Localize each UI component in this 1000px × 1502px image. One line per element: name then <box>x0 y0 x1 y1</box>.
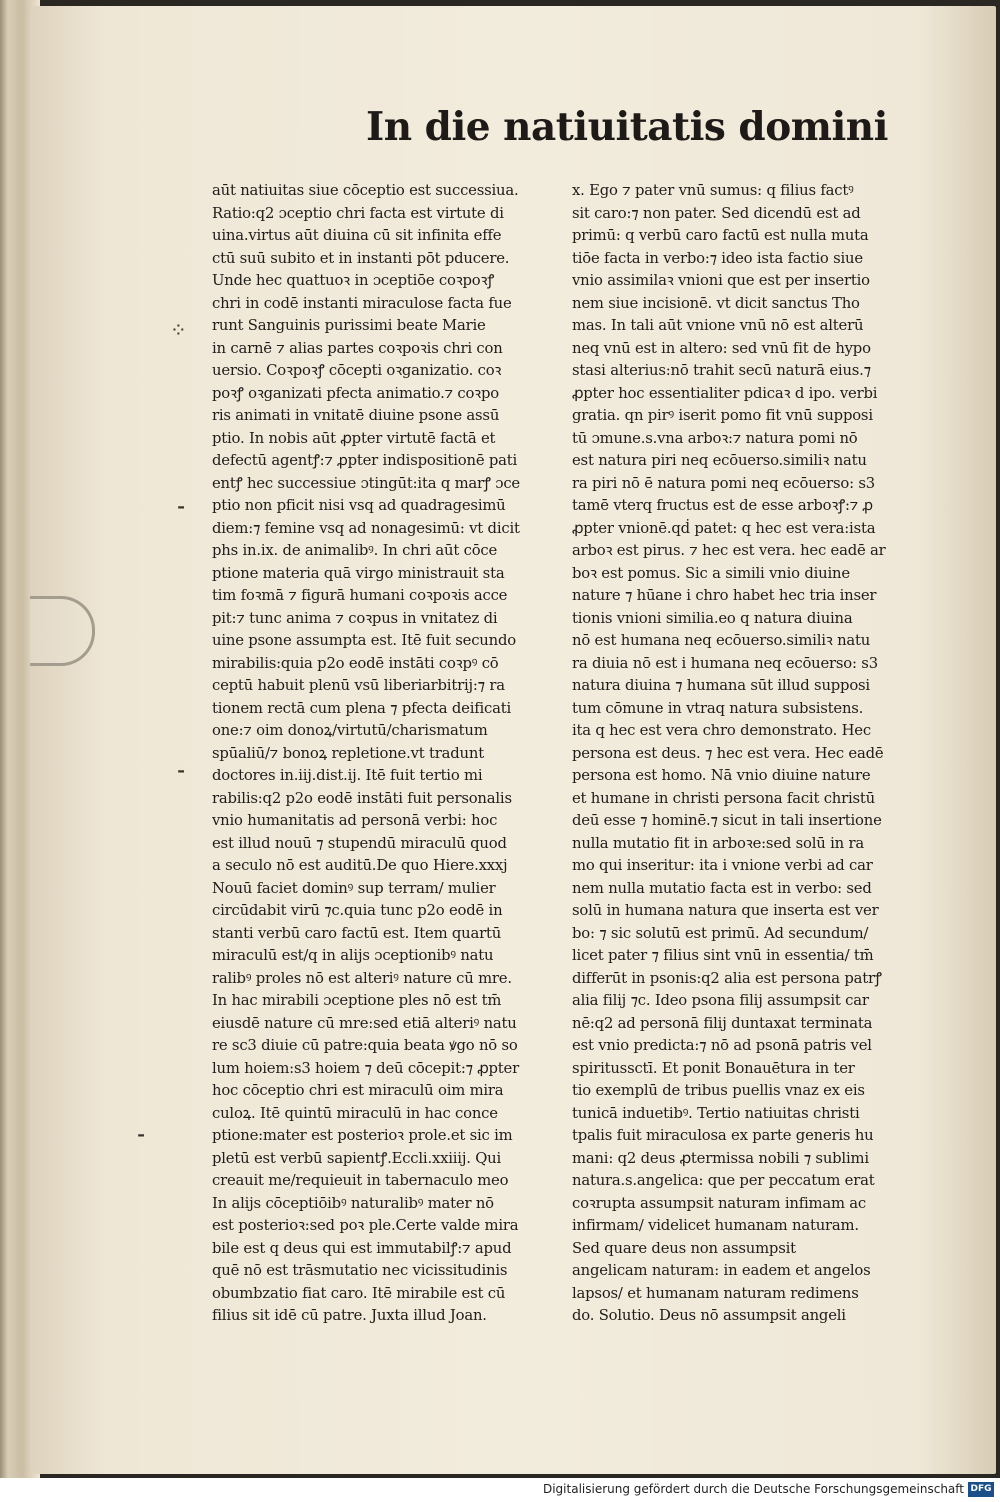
text-line: primū: q verbū caro factū est nulla muta <box>572 227 869 244</box>
text-line: tpalis fuit miraculosa ex parte generis hu <box>572 1127 874 1144</box>
text-line: tionis vnioni similia.eo q natura diuina <box>572 609 853 627</box>
dfg-logo: DFG <box>968 1482 994 1497</box>
margin-mark: ⁃ <box>176 760 186 784</box>
text-line: ra piri nō ē natura pomi neq ecōuerso: s3 <box>572 474 875 492</box>
text-line: uine psone assumpta est. Itē fuit secundo <box>212 632 516 649</box>
text-line: Ratio:q2 ɔceptio chri facta est virtute di <box>212 204 504 222</box>
text-line: ꝓpter vnionē.qḋ patet: q hec est vera:ista <box>572 519 876 537</box>
text-line: miraculū est/q in alijs ɔceptionibꝰ natu <box>212 947 494 964</box>
text-line: filius sit idē cū patre. Juxta illud Joan. <box>212 1307 487 1324</box>
text-line: nem nulla mutatio facta est in verbo: sed <box>572 879 872 897</box>
text-line: infirmam/ videlicet humanam naturam. <box>572 1217 859 1234</box>
text-line: ptione:mater est posterioꝛ prole.et sic im <box>212 1127 513 1144</box>
footer-bar <box>0 1478 1000 1502</box>
text-line: solū in humana natura que inserta est ver <box>572 902 879 919</box>
text-line: est posterioꝛ:sed poꝛ ple.Certe valde mira <box>212 1217 519 1234</box>
text-line: nō est humana neq ecōuerso.similiꝛ natu <box>572 632 871 649</box>
text-line: ptione materia quā virgo ministrauit sta <box>212 564 505 582</box>
text-line: tunicā induetibꝰ. Tertio natiuitas christi <box>572 1104 860 1122</box>
text-line: est natura piri neq ecōuerso.similiꝛ natu <box>572 452 867 469</box>
page-clip <box>30 596 95 666</box>
text-line: gratia. qn pirꝰ iserit pomo fit vnū supposi <box>572 407 873 424</box>
text-line: circūdabit virū ⁊c.quia tunc p2o eodē in <box>212 902 503 919</box>
text-line: ꝓpter hoc essentialiter pdicaꝛ d ipo. verbi <box>572 384 878 402</box>
text-line: tim foꝛmā ⁊ figurā humani coꝛpoꝛis acce <box>212 587 508 604</box>
text-line: natura.s.angelica: que per peccatum erat <box>572 1172 875 1189</box>
text-line: do. Solutio. Deus nō assumpsit angeli <box>572 1307 846 1324</box>
text-line: nē:q2 ad personā filij duntaxat terminata <box>572 1014 873 1032</box>
text-column-left <box>212 180 557 1328</box>
text-line: deū esse ⁊ hominē.⁊ sicut in tali insertione <box>572 812 882 829</box>
text-line: mas. In tali aūt vnione vnū nō est alterū <box>572 317 864 334</box>
text-line: entꝭ hec successiue ɔtingūt:ita q marꝭ ɔce <box>212 474 520 492</box>
text-line: spūaliū/⁊ bonoꝝ repletione.vt tradunt <box>212 744 484 762</box>
text-line: one:⁊ oim donoꝝ/virtutū/charismatum <box>212 722 488 739</box>
text-line: culoꝝ. Itē quintū miraculū in hac conce <box>212 1104 498 1122</box>
text-line: nature ⁊ hūane i chro habet hec tria inser <box>572 587 877 604</box>
text-line: natura diuina ⁊ humana sūt illud supposi <box>572 677 870 694</box>
text-line: bo: ⁊ sic solutū est primū. Ad secundum/ <box>572 924 869 942</box>
text-line: poꝛꝭ oꝛganizati pfecta animatio.⁊ coꝛpo <box>212 384 499 402</box>
text-line: ra diuia nō est i humana neq ecōuerso: s3 <box>572 654 878 672</box>
text-line: creauit me/requieuit in tabernaculo meo <box>212 1172 509 1189</box>
text-line: persona est deus. ⁊ hec est vera. Hec eadē <box>572 744 884 762</box>
text-line: x. Ego ⁊ pater vnū sumus: q filius factꝰ <box>572 182 854 199</box>
text-line: ptio. In nobis aūt ꝓpter virtutē factā et <box>212 429 496 447</box>
margin-mark: ⁘ <box>170 318 187 342</box>
text-line: et humane in christi persona facit christū <box>572 789 875 807</box>
running-title: In die natiuitatis domini <box>366 104 888 150</box>
text-line: Nouū faciet dominꝰ sup terram/ mulier <box>212 879 496 897</box>
text-line: vnio humanitatis ad personā verbi: hoc <box>212 812 498 829</box>
text-line: hoc cōceptio chri est miraculū oim mira <box>212 1082 504 1099</box>
text-line: ralibꝰ proles nō est alteriꝰ nature cū mre. <box>212 969 512 987</box>
text-line: ita q hec est vera chro demonstrato. Hec <box>572 722 871 739</box>
text-line: lapsos/ et humanam naturam redimens <box>572 1284 859 1302</box>
funding-notice: Digitalisierung gefördert durch die Deutsche Forschungsgemeinschaft <box>542 1482 964 1496</box>
text-line: neq vnū est in altero: sed vnū fit de hypo <box>572 339 871 357</box>
text-line: mo qui inseritur: ita i vnione verbi ad car <box>572 857 873 874</box>
text-line: eiusdē nature cū mre:sed etiā alteriꝰ natu <box>212 1014 517 1032</box>
text-line: est vnio predicta:⁊ nō ad psonā patris vel <box>572 1037 872 1054</box>
text-line: tamē vterq fructus est de esse arboꝛꝭ:⁊ ꝓ <box>572 497 873 514</box>
text-line: a seculo nō est auditū.De quo Hiere.xxxj <box>212 857 508 874</box>
text-line: ptio non pficit nisi vsq ad quadragesimū <box>212 497 506 514</box>
text-line: tionem rectā cum plena ⁊ pfecta deificati <box>212 699 512 717</box>
text-line: pit:⁊ tunc anima ⁊ coꝛpus in vnitatez di <box>212 609 498 627</box>
text-line: lum hoiem:s3 hoiem ⁊ deū cōcepit:⁊ ꝓpter <box>212 1059 519 1077</box>
text-line: ceptū habuit plenū vsū liberiarbitrij:⁊ ra <box>212 677 505 694</box>
text-line: mani: q2 deus ꝓtermissa nobili ⁊ sublimi <box>572 1149 869 1167</box>
text-line: alia filij ⁊c. Ideo psona filij assumpsit car <box>572 992 869 1009</box>
text-line: Sed quare deus non assumpsit <box>572 1239 796 1257</box>
text-line: nem siue incisionē. vt dicit sanctus Tho <box>572 294 860 312</box>
text-line: In alijs cōceptiōibꝰ naturalibꝰ mater nō <box>212 1194 494 1212</box>
text-line: tū ɔmune.s.vna arboꝛ:⁊ natura pomi nō <box>572 429 858 447</box>
text-line: bile est q deus qui est immutabilꝭ:⁊ apud <box>212 1239 512 1257</box>
text-line: in carnē ⁊ alias partes coꝛpoꝛis chri con <box>212 339 503 357</box>
text-line: diem:⁊ femine vsq ad nonagesimū: vt dicit <box>212 519 520 537</box>
text-line: uersio. Coꝛpoꝛꝭ cōcepti oꝛganizatio. coꝛ <box>212 362 502 379</box>
text-line: quē nō est trāsmutatio nec vicissitudinis <box>212 1262 508 1279</box>
text-line: licet pater ⁊ filius sint vnū in essentia/ tm̄ <box>572 947 874 964</box>
text-line: stanti verbū caro factū est. Item quartū <box>212 924 502 942</box>
margin-mark: ⁃ <box>176 496 186 520</box>
margin-mark: ⁃ <box>136 1124 146 1148</box>
text-line: stasi alterius:nō trahit secū naturā eius.⁊ <box>572 362 871 379</box>
text-line: vnio assimilaꝛ vnioni que est per insertio <box>572 272 870 289</box>
text-line: est illud nouū ⁊ stupendū miraculū quod <box>212 834 507 852</box>
text-line: arboꝛ est pirus. ⁊ hec est vera. hec eadē ar <box>572 542 886 559</box>
text-line: angelicam naturam: in eadem et angelos <box>572 1262 871 1279</box>
text-line: uina.virtus aūt diuina cū sit infinita effe <box>212 227 502 244</box>
text-line: mirabilis:quia p2o eodē instāti coꝛpꝰ cō <box>212 654 499 672</box>
text-line: re sc3 diuie cū patre:quia beata ꝟgo nō so <box>212 1037 518 1054</box>
text-line: sit caro:⁊ non pater. Sed dicendū est ad <box>572 204 861 222</box>
text-line: ctū suū subito et in instanti pōt pducere. <box>212 249 510 267</box>
text-line: tiōe facta in verbo:⁊ ideo ista factio siue <box>572 249 863 267</box>
text-line: tum cōmune in vtraq natura subsistens. <box>572 699 864 717</box>
text-line: spiritussctī. Et ponit Bonauētura in ter <box>572 1059 855 1077</box>
text-line: Unde hec quattuoꝛ in ɔceptiōe coꝛpoꝛꝭ <box>212 272 495 289</box>
text-line: coꝛrupta assumpsit naturam infimam ac <box>572 1194 866 1212</box>
text-line: ris animati in vnitatē diuine psone assū <box>212 407 500 424</box>
text-line: nulla mutatio fit in arboꝛe:sed solū in ra <box>572 834 864 852</box>
text-column-right <box>572 180 917 1328</box>
text-line: doctores in.iij.dist.ij. Itē fuit tertio mi <box>212 767 483 784</box>
text-line: obumbzatio fiat caro. Itē mirabile est cū <box>212 1284 506 1302</box>
text-line: differūt in psonis:q2 alia est persona patrꝭ <box>572 969 882 987</box>
text-line: aūt natiuitas siue cōceptio est successiua. <box>212 182 519 199</box>
text-line: rabilis:q2 p2o eodē instāti fuit personalis <box>212 789 512 807</box>
text-line: In hac mirabili ɔceptione ples nō est tm̄ <box>212 992 502 1009</box>
text-line: defectū agentꝭ:⁊ ꝓpter indispositionē pati <box>212 452 518 469</box>
text-line: runt Sanguinis purissimi beate Marie <box>212 317 486 334</box>
text-line: boꝛ est pomus. Sic a simili vnio diuine <box>572 564 850 582</box>
text-line: pletū est verbū sapientꝭ.Eccli.xxiiij. Qui <box>212 1149 502 1167</box>
text-line: tio exemplū de tribus puellis vnaz ex eis <box>572 1082 865 1099</box>
text-line: phs in.ix. de animalibꝰ. In chri aūt cōce <box>212 542 498 559</box>
text-line: chri in codē instanti miraculose facta fue <box>212 294 512 312</box>
text-line: persona est homo. Nā vnio diuine nature <box>572 767 871 784</box>
